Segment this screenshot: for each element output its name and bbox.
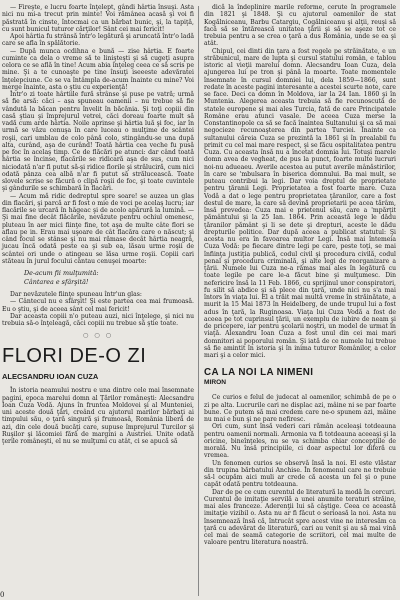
story-paragraph: — După munca ocdihna e bună — zise hârtia. E foarte cuminte ca dela o vreme să te linişteşti şi să cugeţi asupra celora ce se află în tine! Acum abia înţeleg ceea ce să scris pe mine. Şi a te cunoaşte pe tine însuţi iseeeste adevăratei înţelepciune. Ce se va întâmpla de-acum înainte cu mine? Voi merge înainte, asta o ştiu cu experienţă!	[2, 47, 194, 91]
column-divider	[198, 6, 199, 596]
song-verse	[24, 269, 194, 287]
verse-line: De-acum fii mulţumită:	[24, 269, 99, 277]
story-paragraph: — Fireşte, e lucru foarte înţelept, gândi hârtia însuşi. Asta nici nu mi-a trecut prin minte! Voi rămânea acasă şi voi fi păstrată în cinste, întocmai ca un bărbat bunic, şi, la tapiţă, cu sunt bunicul tuturor cărţilor! Sânt cei mai fericit!	[2, 4, 194, 33]
story-paragraph: — Acum mă ridic dedreptul spre soare! se auzea un glas din flacări, şi parcă ar fi fost o mie de voci pe acelaş lucru; iar flacările se urcară în hăgeac şi de acolo apărură la lumină. — Şi mai fine decât flăcările, nevăzute pentru ochiul omenesc, pluteau în aer mici fiinţe fine, tot aşa de multe câte flori se aflau pe in. Erau mai uşoare de cât flacăra care o născut; şi când focul se stânse şi nu mai rămase decât hârtia neagră, jucau încă odată peste ea şi sub ea, lăsau urme roşii de scântei ori unde o atingeau se lăsa urme roşii. Copiii cari stăteau în jurul focului cântau cenuşei moarte:	[2, 192, 194, 265]
page-number: 0	[0, 591, 5, 599]
article-paragraph: Chipul, cei dinti din ţara a fost regele pe străinătate, e un străbunicul, mare de lupta şi cursul statului român, e tablou istoric al vieţii marelui domn. Alecsandru Ioan Cuza, dela ajungerea lui pe tron şi până la moarte. Toate momentele însemnate în cursul domniei lui, dela 1859—1866, sunt redate în aceste pagini interesante a acestei scurte note, care se face. Deci ca domn în Moldova, iar la 24 Ian. 1860 şi în Muntenia. Alegerea aceasta trebuia să fie recunoscută de statele europene şi mai ales Turcia, fată de care Principatele Române erau atunci vasale. De aceea Cuza merse la Constantinopole ca să se facă înaintea Sultanului şi ca să mai negocieze recunoaşterea din partea Turciei. Înainte ca sultanului căreia Cuza se prezintă la 1861 şi în prealabil fu primit cu cel mai mare respect, şi se făcu ospitalitatea pentru Cuza. Cu aceasta însă nu a încetat domnia lui. Totuşi marele domn avea de vegheat, de pus la punct, foarte multe lucruri noi-nu adueaeu. Averile acestea au putut averile mânăstirilor, în care se 'mbulsara în biserica domnului. Ba mai mult, se puteau contribui la legi. Dar voia dreptul de proprietate pentru ţăranii Legi. Proprietatea a fost foarte mare. Cuza Vodă a dat o lege pentru proprietatea ţăranilor, care a fost destul de mare, la care să devină proprietarii pe acea tărâm, însă prevedea: Cuza mai e prietenul său, care a 'mpărţit pământului şi la 25 Ian. 1864. Prin această lege le dădu ţăranilor pământ şi li se dete şi drepturi, aceste le dădu drepturile politice. Dar după aceea a publicat statutul: Şi acesta nu era în favoarea multor Legi. Însă mai întemeia Cuza Vodă: pe fiecare dintre legi pe care, peste toţi, se mai înfiinţa justiţia publică, codul civil şi procedura civilă, codul penal şi procedura criminală, şi alte legi de reorganizare a ţării. Numele lui Cuza ne-a rămas mai ales în legătură cu toate legile pe care le-a făcut bine şi mulţumesc. Din nefericire însă la 11 Feb. 1866, cu sprijinul unor conspiratori, fu silit să abdice şi să plece din ţară, unde nici nu s'a mai întors în viaţa lui. El a trăit mai multă vreme în străinătate, a murit la 15 Mai 1873 în Heidelberg, de unde trupul lui a fost adus în ţară, la Ruginoasa. Viaţa lui Cuza Vodă a fost de aceea pe tot cuprinsul ţării, un exemplu de iubire de neam şi de pricepere, iar pentru şcolarii noştri, un model de urmat în viaţă. Alexandru Ioan Cuza a fost unul din cei mai mari domnitori ai poporului român. Şi iată de ce numele lui trebue să fie amintit în istoria şi în inima tuturor Românilor, a celor mari şi a celor mici.	[204, 47, 396, 359]
story-paragraph: Într'o zi toate hârtiile fură strânse şi puse pe vatră; urmă să fie arsă: căci – așa spuneau oamenii – nu trebue să fie vândută la băcan pentru învelit în băcănia. Şi toţi copiii din casă ştiau şi împrejurul vetrei, căci doreau foarte mult să vadă cum arde hârtia. Noile aprinse şi hârtia luă şi foc, iar în urmă se văzu cenuşa în care luceau o mulţime de scântei roşii, cari umblau de colo până colo, stingându-se una după alta, curând, aşa de curând! Toată hârtia cea veche fu pusă pe foc în acelaş timp. Ce de flăcări pe atunci: dar când toată hârtia se încinse, flacările se ridicară aşa de sus, cum nici niciodată n'ar fi putut să-şi ridice florile şi străluciră, cum nici odată pânza cea albă n'ar fi putut să strălucească. Toate slovele scrise se făcură o clipă roşii de foc, şi toate cuvintele şi gândurile se schimbară în flacări.	[2, 91, 194, 193]
article-byline: ALECSANDRU IOAN CUZA	[2, 372, 99, 382]
story-closing	[2, 291, 194, 327]
section-paragraph: Un fenomen curios se observă însă la noi. El este vlăstar din trupina bărbatului Anchise. În fenomenul care ne trebuie să-l ocupăm aici muli ar crede că acesta un fel şi o pune capăt odată pentru totdeauna.	[204, 459, 396, 489]
story-paragraph: Dar aceasta copiii n'o puteau auzi, nici înţelege, şi nici nu trebuia să-o înţeleagă, căci copiii nu trebue să ştie toate.	[2, 312, 194, 327]
article-paragraph: dică la îndeplinire marile reforme, cerute în programele din 1821 şi 1848. Şi cu ajutorul oamenilor de stat Kogălniceanu, Barbu Catargiu, Cogălniceanu şi alţii, reuşi să facă să se întărească unitatea ţării şi să se aşeze tot ce trebuia pentru a se crea o ţară a dus România, unde se ea şi atât.	[204, 4, 396, 48]
section-paragraph: Ce curios e felul de judecat al oamenilor, schimbă de pe o zi pe alta. Lucrurile cari ne displac azi, mâine ni se par foarte bune. Ce putem să mai credem care ne-o spunem azi, mâine nu mai e bun şi ne pare nefiresc.	[204, 394, 396, 423]
section-paragraph: Ori cum, sunt însă vederi cari rămân aceleaşi totdeauna pentru oamenii normali. Armonia va fi totdeauna aceeaşi şi la oricine, bineînţeles, nu se va schimba chiar concepţiile de morală. Nu însă principiile, ci doar aspectul lor diferă cu vremea.	[204, 423, 396, 460]
story-text	[2, 4, 194, 265]
right-column	[204, 4, 396, 547]
story-paragraph: Dar nevăzutele fiinţe spuneau într'un glas:	[10, 291, 142, 298]
verse-line: Cântarea e sfârşită!	[24, 278, 89, 286]
section-paragraph: Dar de pe ce cum curentul de literatură la modă în cercuri. Curentul de imitaţie servilă a unei anumite teraturi străine, mai ales franceze. Aderenţii lui să câştige. Ceea ce această imitaţie vizibil o. Asta nu ar fi făcut o serioasă la noi. Asta nu însemnează însă că, întrucât spre acest vine ne interesăm ca ţară cu adevărat de literatură, cari au venit şi au să mai vină cel mai de seamă categorie de scriitori, cel mai multe de valoare pentru literatura noastră.	[204, 488, 396, 547]
section-ornament: ○ ○ ○	[82, 332, 114, 340]
story-paragraph: Apoi hârtia fu strânsă într'o legătură şi aruncată într'o ladă care se afla în spălătorie.	[2, 33, 194, 48]
story-paragraph: — Cântecul nu e sfârşit! Şi este partea cea mai frumoasă. Eu o ştiu, şi de aceea sânt cel mai fericit!	[2, 298, 194, 313]
article-paragraph: În istoria neamului nostru e una dintre cele mai însemnate pagini, epoca marelui domn al Ţărilor româneşti: Alecsandru Ioan Cuza Vodă. Ajuns în fruntea Moldovei şi al Munteniei, uni aceste două ţări, creând cu ajutorul marilor bărbaţi ai timpului său, o ţară singură şi frumoasă, România liberă de azi, din cele două bucăţi care, supuse împrejurul Turcilor şi Ruşilor şi lăcomiei fără de margini a Austriei. Unite odată ţerile româneşti, el nu se mulţumi cu atât, ci se apucă să	[2, 387, 194, 445]
section-author: MIRON	[204, 379, 226, 387]
section-title: CA LA NOI LA NIMENI	[204, 367, 314, 379]
left-column	[2, 4, 194, 445]
article-headline: FLORI DE-O ZI	[2, 345, 147, 368]
